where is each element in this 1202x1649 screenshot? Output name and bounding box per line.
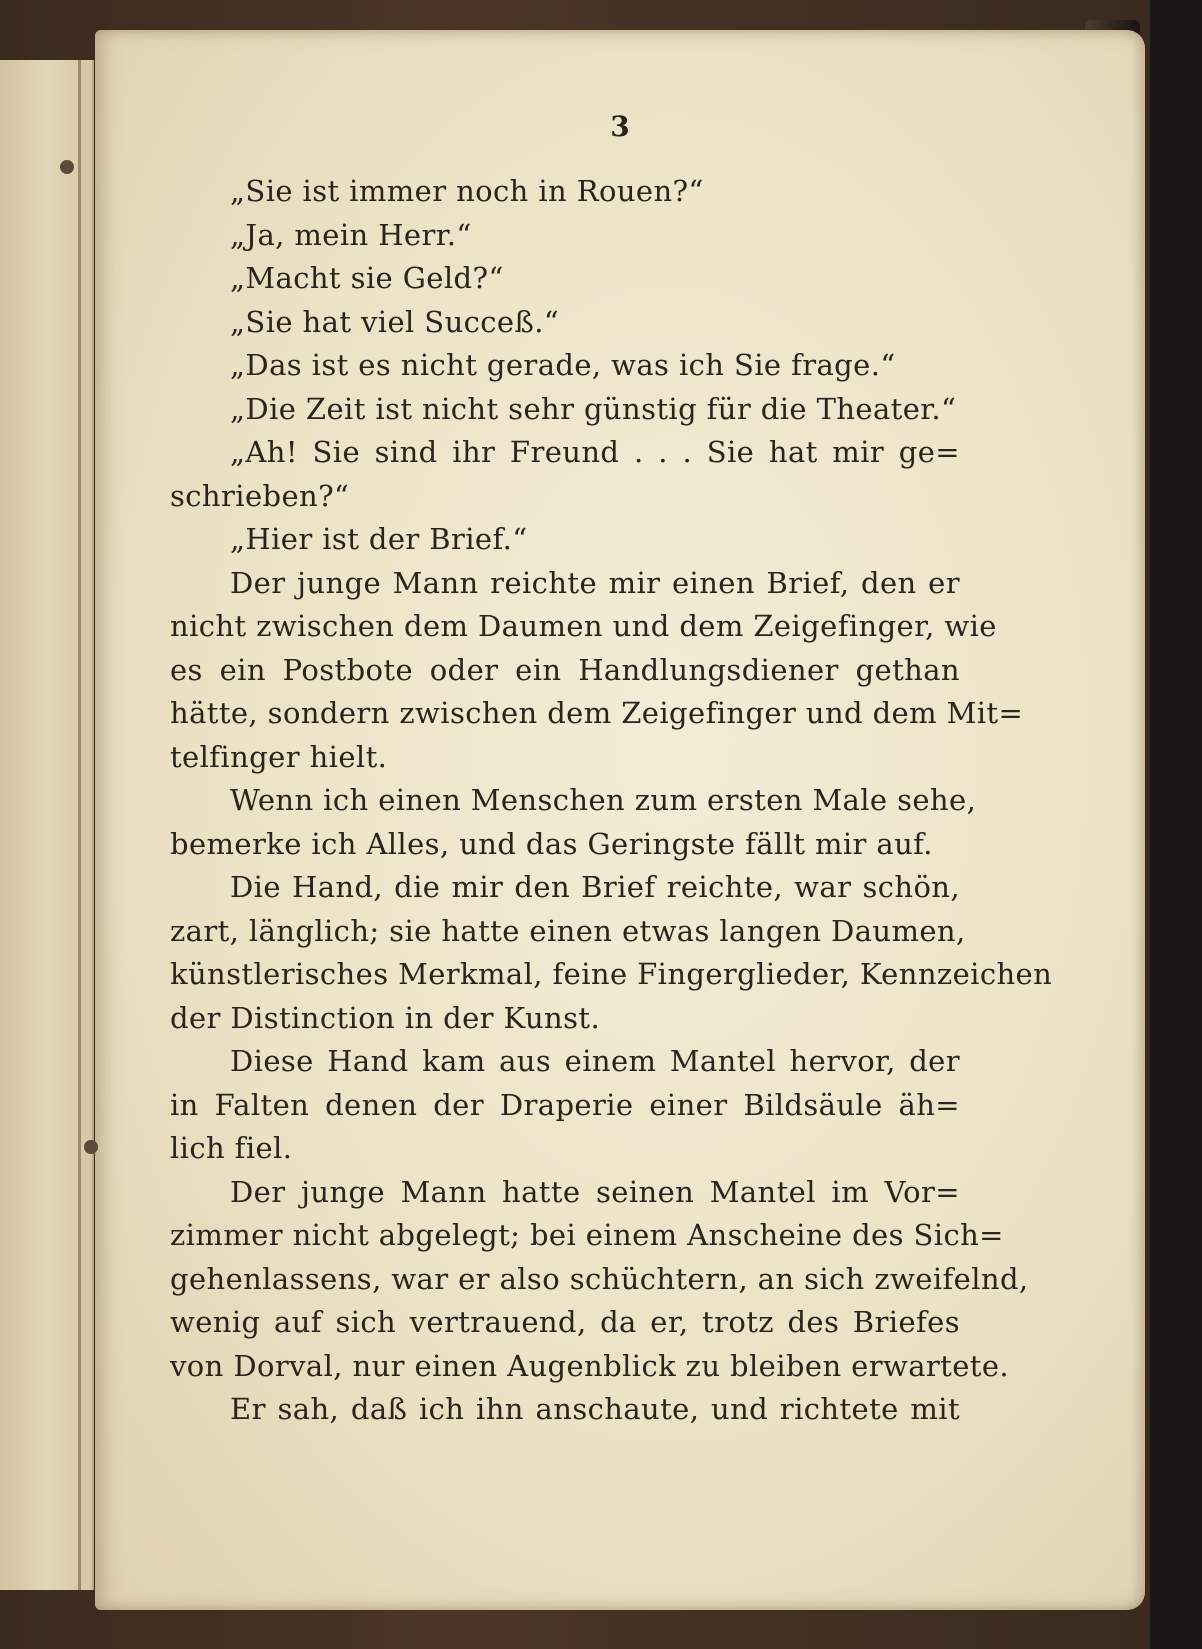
text-line: „Die Zeit ist nicht sehr günstig für die Theater.“	[230, 391, 957, 426]
body-text	[170, 170, 1053, 1432]
text-line: Der junge Mann hatte seinen Mantel im Vor=	[230, 1174, 960, 1209]
text-line: Diese Hand kam aus einem Mantel hervor, der	[230, 1044, 960, 1078]
text-line: lich fiel.	[170, 1131, 293, 1165]
spine-fold	[78, 60, 81, 1590]
text-line: der Distinction in der Kunst.	[170, 1000, 601, 1035]
binding-hole-icon	[84, 1140, 98, 1154]
text-line: telfinger hielt.	[170, 739, 388, 774]
text-line: gehenlassens, war er also schüchtern, an sich zweifelnd,	[170, 1261, 1029, 1296]
text-line: „Ah! Sie sind ihr Freund . . . Sie hat mir ge=	[230, 435, 960, 469]
text-line: bemerke ich Alles, und das Geringste fällt mir auf.	[170, 826, 933, 861]
text-line: Wenn ich einen Menschen zum ersten Male sehe,	[230, 783, 977, 817]
text-line: zimmer nicht abgelegt; bei einem Anscheine des Sich=	[170, 1218, 1004, 1252]
text-line: „Sie hat viel Succeß.“	[230, 304, 560, 339]
text-line: „Ja, mein Herr.“	[230, 217, 472, 252]
page-number: 3	[610, 110, 630, 143]
text-line: von Dorval, nur einen Augenblick zu bleiben erwartete.	[170, 1348, 1009, 1383]
text-line: Er sah, daß ich ihn anschaute, und richtete mit	[230, 1392, 960, 1426]
text-line: „Hier ist der Brief.“	[230, 522, 528, 556]
text-line: in Falten denen der Draperie einer Bildsäule äh=	[170, 1087, 960, 1122]
text-line: zart, länglich; sie hatte einen etwas langen Daumen,	[170, 913, 966, 948]
text-line: schrieben?“	[170, 478, 350, 513]
text-line: Die Hand, die mir den Brief reichte, war schön,	[230, 870, 960, 904]
text-line: nicht zwischen dem Daumen und dem Zeigefinger, wie	[170, 609, 997, 643]
text-line: es ein Postbote oder ein Handlungsdiener gethan	[170, 652, 960, 687]
text-line: „Macht sie Geld?“	[230, 261, 504, 295]
binding-hole-icon	[60, 160, 74, 174]
text-line: „Sie ist immer noch in Rouen?“	[230, 174, 704, 208]
text-line: Der junge Mann reichte mir einen Brief, den er	[230, 565, 960, 600]
text-line: wenig auf sich vertrauend, da er, trotz des Briefes	[170, 1305, 960, 1339]
text-line: hätte, sondern zwischen dem Zeigefinger und dem Mit=	[170, 696, 1024, 730]
text-line: „Das ist es nicht gerade, was ich Sie frage.“	[230, 348, 896, 382]
text-line: künstlerisches Merkmal, feine Fingerglieder, Kennzeichen	[170, 957, 1053, 991]
